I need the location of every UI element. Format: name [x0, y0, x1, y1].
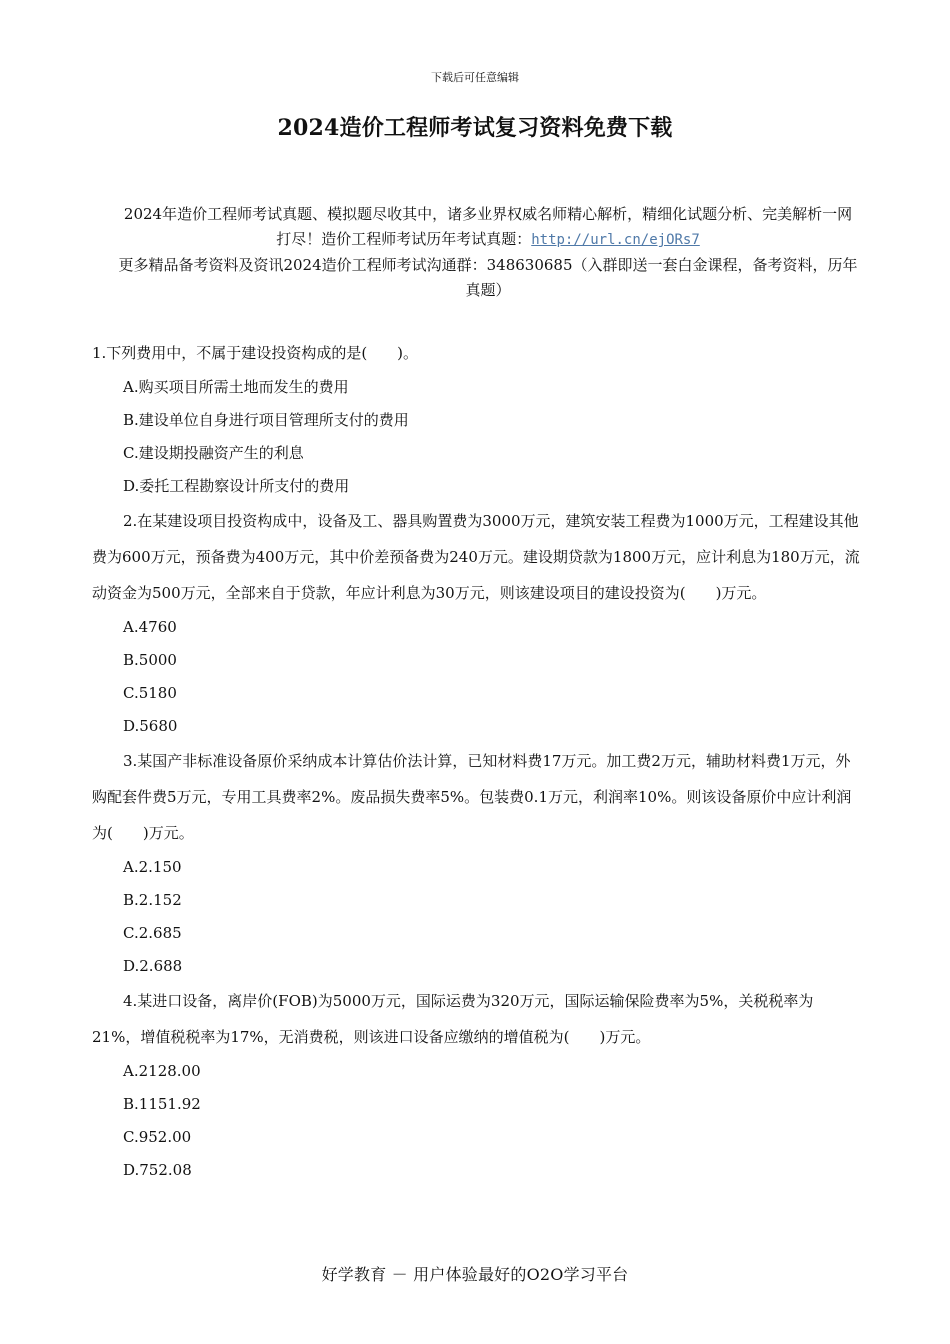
exam-link[interactable]: http://url.cn/ejORs7	[531, 232, 700, 248]
intro-line-2: 更多精品备考资料及资讯2024造价工程师考试沟通群：348630685（入群即送一套白金课程，备考资料，历年真题）	[118, 256, 858, 299]
question-stem: 1.下列费用中，不属于建设投资构成的是( )。	[92, 344, 419, 362]
option-b: B.1151.92	[123, 1095, 201, 1113]
question-stem: 3.某国产非标准设备原价采纳成本计算估价法计算，已知材料费17万元。加工费2万元，辅助材料费1万元，外购配套件费5万元，专用工具费率2%。废品损失费率5%。包装费0.1万元，利润率10%。则该设备原价中应计利润为( )万元。	[92, 752, 852, 842]
question-3	[92, 743, 860, 983]
option-d: D.委托工程勘察设计所支付的费用	[123, 477, 350, 495]
option-a: A.2128.00	[123, 1062, 201, 1080]
question-1	[92, 335, 860, 503]
option-c: C.5180	[123, 684, 177, 702]
question-stem: 4.某进口设备，离岸价(FOB)为5000万元，国际运费为320万元，国际运输保险费率为5%，关税税率为21%，增值税税率为17%，无消费税，则该进口设备应缴纳的增值税为( )万元。	[92, 992, 814, 1046]
header-note: 下载后可任意编辑	[431, 71, 519, 84]
option-a: A.购买项目所需土地而发生的费用	[123, 378, 349, 396]
page-title: 2024造价工程师考试复习资料免费下载	[277, 115, 673, 141]
question-4	[92, 983, 860, 1187]
option-a: A.4760	[123, 618, 177, 636]
option-b: B.5000	[123, 651, 177, 669]
option-c: C.建设期投融资产生的利息	[123, 444, 304, 462]
footer-text: 好学教育 － 用户体验最好的O2O学习平台	[321, 1265, 629, 1284]
option-d: D.5680	[123, 717, 178, 735]
question-stem: 2.在某建设项目投资构成中，设备及工、器具购置费为3000万元，建筑安装工程费为1000万元，工程建设其他费为600万元，预备费为400万元，其中价差预备费为240万元。建设期贷款为1800万元，应计利息为180万元，流动资金为500万元，全部来自于贷款，年应计利息为30万元，则该建设项目的建设投资为( )万元。	[92, 512, 860, 602]
intro-block	[118, 202, 858, 303]
question-2	[92, 503, 860, 743]
question-list	[92, 335, 860, 1187]
intro-text: 2024年造价工程师考试真题、模拟题尽收其中，诸多业界权威名师精心解析，精细化试题分析、完美解析一网打尽！造价工程师考试历年考试真题：	[123, 205, 853, 248]
option-d: D.752.08	[123, 1161, 192, 1179]
intro-line-1	[118, 202, 858, 253]
option-c: C.2.685	[123, 924, 182, 942]
option-b: B.建设单位自身进行项目管理所支付的费用	[123, 411, 409, 429]
option-c: C.952.00	[123, 1128, 192, 1146]
option-a: A.2.150	[123, 858, 182, 876]
option-b: B.2.152	[123, 891, 182, 909]
option-d: D.2.688	[123, 957, 183, 975]
